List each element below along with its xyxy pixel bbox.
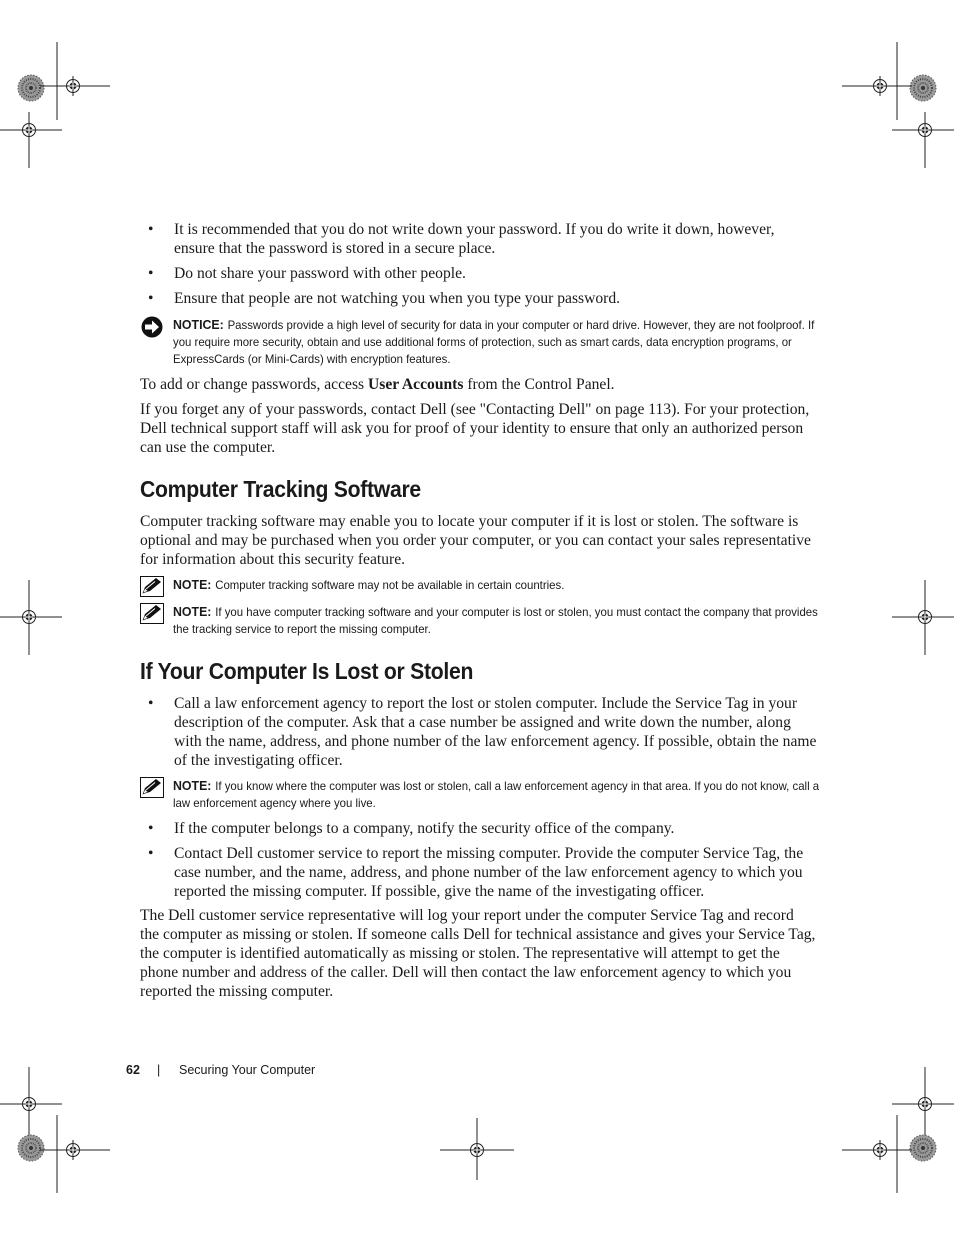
access-passwords-paragraph — [140, 375, 816, 394]
note-block — [140, 576, 816, 594]
footer-separator: | — [157, 1063, 161, 1077]
starburst-mark — [910, 75, 936, 101]
notice-arrow-icon — [140, 316, 164, 338]
bullet-glyph: • — [148, 845, 154, 862]
list-item-text: Contact Dell customer service to report the missing computer. Provide the computer Service Tag, the case number, and the name, address, and phone number of the law enforcement agency to which you reported the missing computer. If possible, give the name of the investigating officer. — [174, 845, 804, 900]
note-label: NOTE: — [173, 604, 212, 619]
list-item — [148, 220, 818, 258]
lost-steps-list — [148, 694, 818, 770]
note-text: Computer tracking software may not be available in certain countries. — [215, 578, 565, 592]
starburst-mark — [18, 1135, 44, 1161]
note-pencil-icon — [140, 576, 164, 597]
bullet-glyph: • — [148, 695, 154, 712]
list-item-text: If the computer belongs to a company, notify the security office of the company. — [174, 820, 675, 837]
paragraph-text: from the Control Panel. — [463, 376, 615, 393]
user-accounts-term: User Accounts — [367, 376, 464, 393]
list-item-text: Ensure that people are not watching you when you type your password. — [174, 290, 621, 307]
list-item — [148, 289, 818, 308]
password-tips-list — [148, 220, 818, 308]
note-block — [140, 777, 820, 812]
bullet-glyph: • — [148, 265, 154, 282]
note-label: NOTE: — [173, 778, 212, 793]
notice-label: NOTICE: — [173, 317, 224, 332]
bullet-glyph: • — [148, 221, 154, 238]
forgot-password-paragraph: If you forget any of your passwords, contact Dell (see "Contacting Dell" on page 113). For your protection, Dell technical support staff will ask you for proof of your identity to ensure that only an authorized person can use the computer. — [140, 401, 810, 456]
note-block — [140, 603, 816, 638]
starburst-mark — [910, 1135, 936, 1161]
notice-block — [140, 316, 816, 368]
note-text: If you know where the computer was lost or stolen, call a law enforcement agency in that area. If you do not know, call a law enforcement agency where you live. — [173, 779, 820, 810]
list-item — [148, 844, 818, 901]
list-item — [148, 264, 818, 283]
lost-steps-list-continued — [148, 819, 818, 901]
tracking-body-paragraph: Computer tracking software may enable you to locate your computer if it is lost or stolen. The software is optional and may be purchased when you order your computer, or you can contact your sales representative for information about this security feature. — [140, 513, 811, 568]
bullet-glyph: • — [148, 290, 154, 307]
list-item — [148, 694, 818, 770]
notice-text: Passwords provide a high level of security for data in your computer or hard drive. However, they are not foolproof. If you require more security, obtain and use additional forms of protection, such as smart cards, data encryption programs, or ExpressCards (or Mini-Cards) with encryption features. — [173, 318, 815, 366]
note-pencil-icon — [140, 603, 164, 624]
list-item-text: It is recommended that you do not write down your password. If you do write it down, however, ensure that the password is stored in a secure place. — [174, 221, 775, 257]
bullet-glyph: • — [148, 820, 154, 837]
paragraph-text: To add or change passwords, access — [140, 376, 368, 393]
list-item-text: Do not share your password with other people. — [174, 265, 466, 282]
list-item-text: Call a law enforcement agency to report the lost or stolen computer. Include the Service Tag in your description of the computer. Ask that a case number be assigned and write down the number, along with the name, address, and phone number of the law enforcement agency. If possible, obtain the name of the investigating officer. — [174, 695, 817, 769]
list-item — [148, 819, 818, 838]
section-heading-tracking: Computer Tracking Software — [140, 476, 421, 502]
note-text: If you have computer tracking software and your computer is lost or stolen, you must contact the company that provides the tracking service to report the missing computer. — [173, 605, 818, 636]
starburst-mark — [18, 75, 44, 101]
footer-section-title: Securing Your Computer — [179, 1063, 316, 1077]
closing-paragraph: The Dell customer service representative will log your report under the computer Service Tag and record the computer as missing or stolen. If someone calls Dell for technical assistance and gives your Service Tag, the computer is identified automatically as missing or stolen. The representative will attempt to get the phone number and address of the caller. Dell will then contact the law enforcement agency to which you reported the missing computer. — [140, 907, 816, 1000]
footer-page-number: 62 — [126, 1063, 140, 1077]
note-pencil-icon — [140, 777, 164, 798]
note-label: NOTE: — [173, 577, 212, 592]
section-heading-lost-stolen: If Your Computer Is Lost or Stolen — [140, 658, 474, 684]
